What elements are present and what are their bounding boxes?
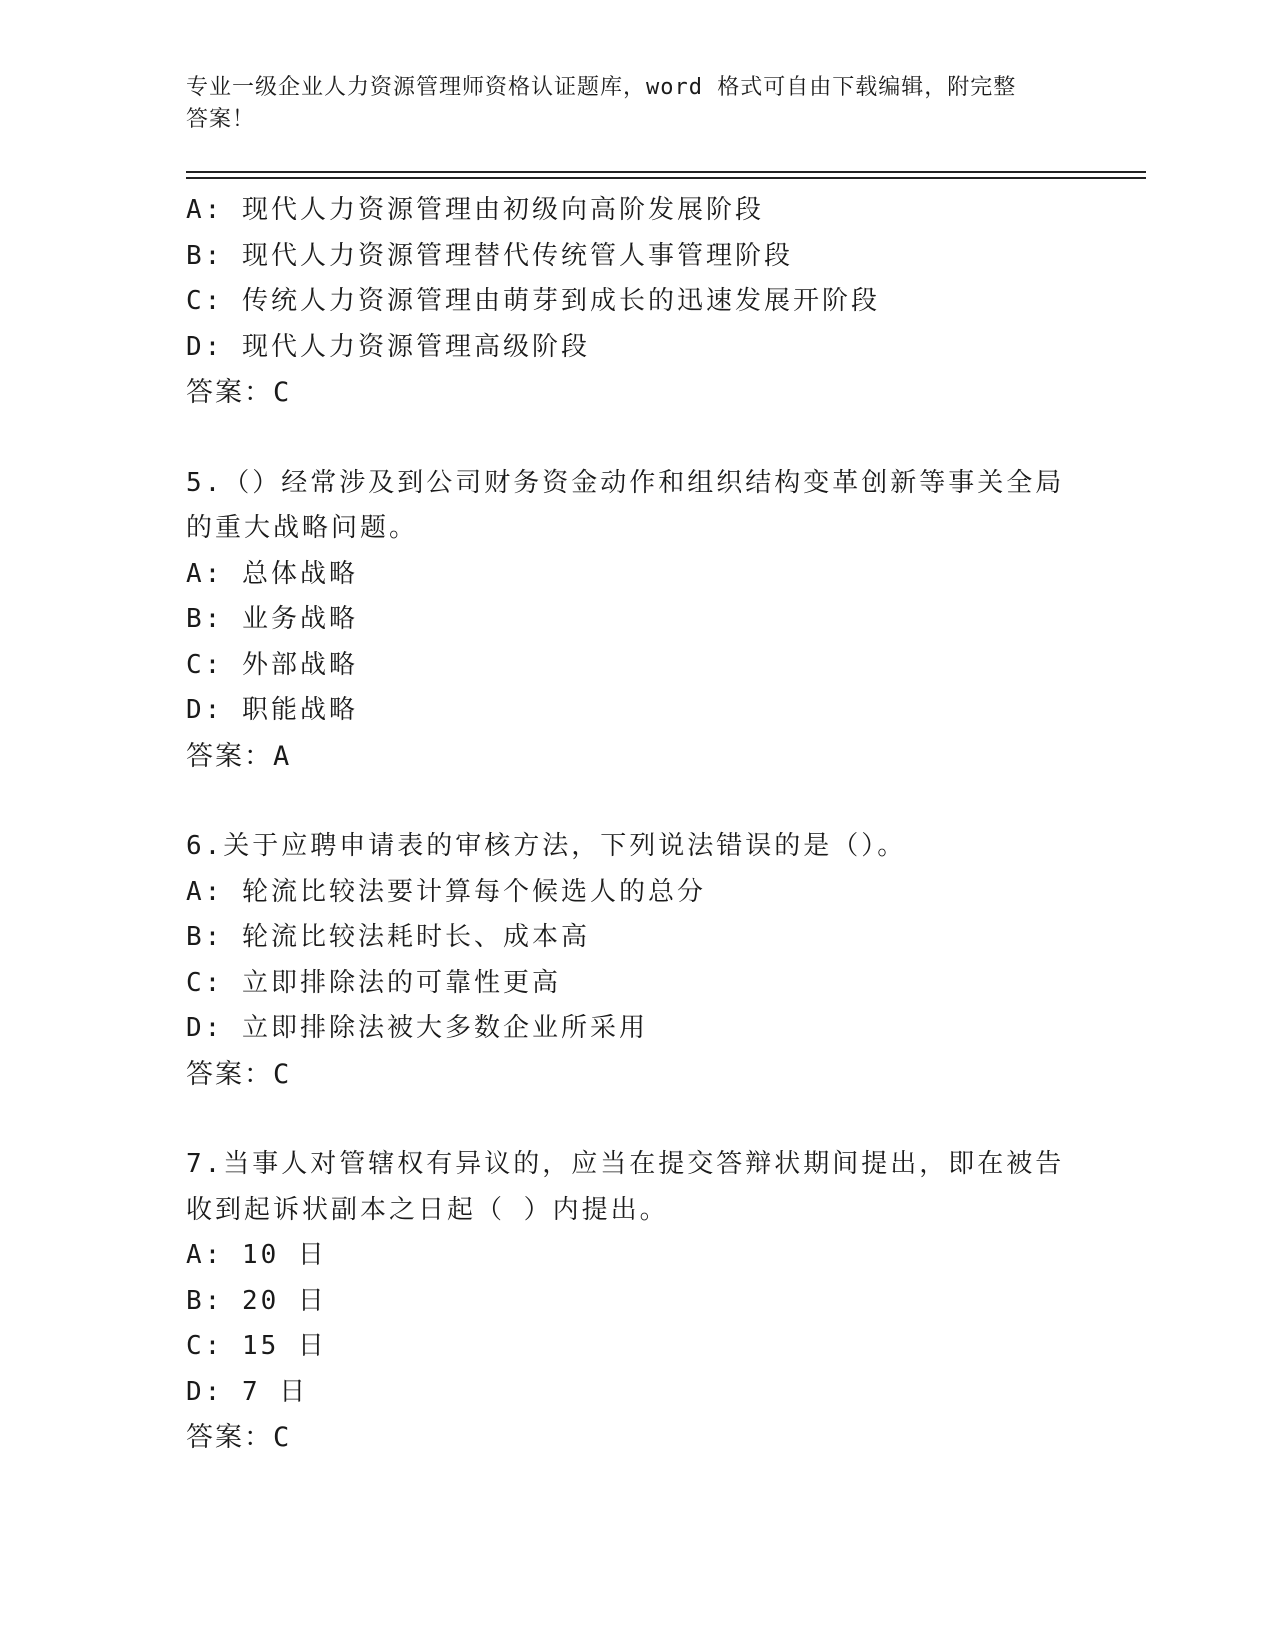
option-c: C: 外部战略 xyxy=(186,649,358,680)
option-c: C: 传统人力资源管理由萌芽到成长的迅速发展开阶段 xyxy=(186,286,880,316)
question-gap xyxy=(186,779,1086,824)
header-divider-top xyxy=(186,171,1146,173)
answer-line: 答案：A xyxy=(186,740,292,772)
question-list xyxy=(186,188,1086,1461)
option-b: B: 20 日 xyxy=(186,1285,327,1316)
question-gap xyxy=(186,1097,1086,1142)
option-d: D: 职能战略 xyxy=(186,695,358,725)
option-b: B: 现代人力资源管理替代传统管人事管理阶段 xyxy=(186,240,793,271)
question-block-7 xyxy=(186,1142,1086,1461)
option-d: D: 现代人力资源管理高级阶段 xyxy=(186,331,590,362)
answer-line: 答案：C xyxy=(186,1422,292,1453)
question-block-4 xyxy=(186,188,1086,416)
option-c: C: 立即排除法的可靠性更高 xyxy=(186,967,561,998)
option-b: B: 轮流比较法耗时长、成本高 xyxy=(186,922,590,952)
question-gap xyxy=(186,416,1086,461)
option-d: D: 立即排除法被大多数企业所采用 xyxy=(186,1013,648,1043)
header-text-line-2: 答案！ xyxy=(186,107,256,132)
option-d: D: 7 日 xyxy=(186,1376,309,1407)
option-a: A: 总体战略 xyxy=(186,558,358,589)
question-block-6 xyxy=(186,824,1086,1097)
answer-line: 答案：C xyxy=(186,1058,292,1090)
question-block-5 xyxy=(186,461,1086,780)
header-text-line-1: 专业一级企业人力资源管理师资格认证题库，word 格式可自由下载编辑，附完整 xyxy=(186,75,1017,100)
option-a: A: 轮流比较法要计算每个候选人的总分 xyxy=(186,876,706,907)
option-c: C: 15 日 xyxy=(186,1331,327,1361)
document-header xyxy=(186,72,1066,136)
question-stem-line-1: 6.关于应聘申请表的审核方法，下列说法错误的是（）。 xyxy=(186,831,907,861)
question-stem-line-2: 的重大战略问题。 xyxy=(186,513,419,543)
option-a: A: 10 日 xyxy=(186,1240,327,1270)
question-stem-line-1: 5.（）经常涉及到公司财务资金动作和组织结构变革创新等事关全局 xyxy=(186,467,1065,498)
header-divider-bottom xyxy=(186,177,1146,179)
question-stem-line-2: 收到起诉状副本之日起（ ）内提出。 xyxy=(186,1194,669,1225)
question-stem-line-1: 7.当事人对管辖权有异议的，应当在提交答辩状期间提出，即在被告 xyxy=(186,1149,1065,1179)
answer-line: 答案：C xyxy=(186,377,292,408)
option-a: A: 现代人力资源管理由初级向高阶发展阶段 xyxy=(186,195,764,225)
option-b: B: 业务战略 xyxy=(186,604,358,634)
